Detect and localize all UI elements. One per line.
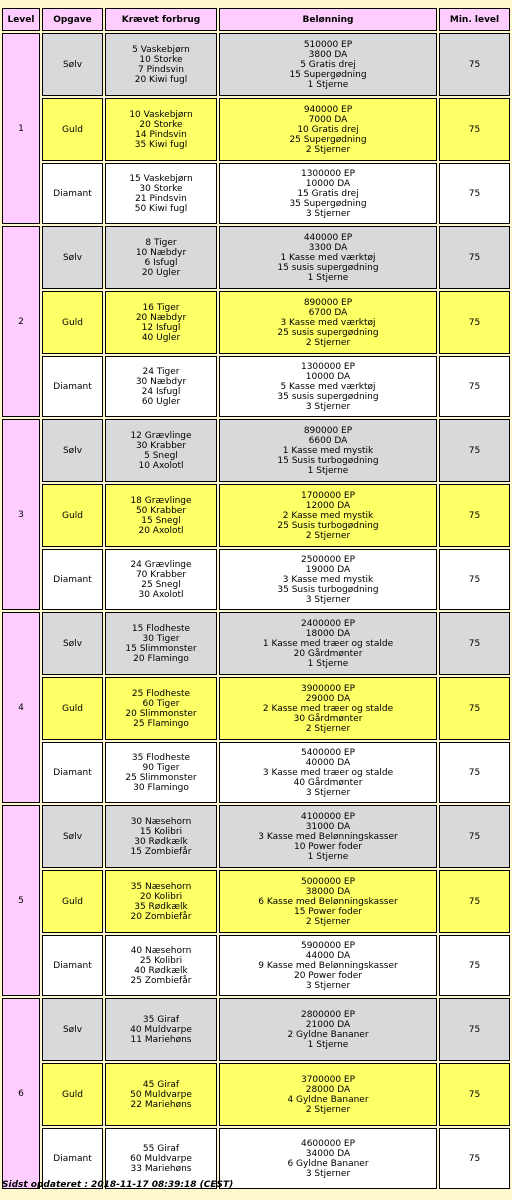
reward-cell [219,870,437,933]
table-row [2,742,510,803]
reward-cell-line: 2500000 EP [300,554,356,565]
reward-cell-line: 10 Power foder [293,841,362,852]
reward-cell-line: 20 Power foder [293,970,362,981]
reward-cell-line: 35 susis supergødning [277,391,379,402]
header-required: Krævet forbrug [105,8,217,31]
table-row [2,98,510,161]
required-cell-line: 40 Ugler [141,332,181,343]
table-row [2,612,510,675]
required-cell-line: 30 Flamingo [133,782,189,793]
required-cell-line: 24 Isfugl [141,386,181,397]
reward-cell-line: 5 Gratis drej [300,59,356,70]
task-cell: Diamant [42,163,103,224]
required-cell [105,935,217,996]
required-cell-line: 25 Snegl [141,579,181,590]
required-cell-line: 40 Muldvarpe [130,1024,192,1035]
task-cell: Diamant [42,549,103,610]
reward-cell-line: 21000 DA [305,1019,351,1030]
reward-cell-line: 30 Gårdmønter [293,713,363,724]
last-updated: Sidst opdateret : 2018-11-17 08:39:18 (CEST) [2,1180,234,1190]
required-cell-line: 16 Tiger [142,302,180,313]
required-cell-line: 21 Pindsvin [135,193,187,204]
reward-cell-line: 40 Gårdmønter [293,777,363,788]
required-cell-line: 60 Tiger [142,698,180,709]
required-cell-line: 60 Ugler [141,396,181,407]
reward-cell-line: 1 Stjerne [307,465,349,476]
reward-cell-line: 2 Kasse med træer og stalde [262,703,394,714]
reward-cell-line: 4100000 EP [300,811,356,822]
required-cell-line: 33 Mariehøns [130,1163,192,1174]
reward-cell-line: 10000 DA [305,178,351,189]
reward-cell-line: 3900000 EP [300,683,356,694]
header-reward: Belønning [219,8,437,31]
reward-cell-line: 2 Stjerner [305,337,351,348]
reward-cell-line: 25 susis supergødning [277,327,379,338]
reward-cell-line: 3800 DA [308,49,348,60]
task-cell: Diamant [42,742,103,803]
reward-cell-line: 35 Susis turbogødning [277,584,379,595]
required-cell-line: 7 Pindsvin [138,64,184,75]
reward-cell-line: 10000 DA [305,371,351,382]
required-cell-line: 45 Giraf [142,1079,180,1090]
header-min-level: Min. level [439,8,510,31]
task-cell: Guld [42,870,103,933]
required-cell-line: 12 Grævlinge [130,430,192,441]
task-cell: Diamant [42,1128,103,1189]
required-cell-line: 11 Mariehøns [130,1034,192,1045]
reward-cell [219,484,437,547]
required-cell-line: 15 Zombiefår [130,846,192,857]
required-cell-line: 6 Isfugl [144,257,178,268]
required-cell [105,612,217,675]
required-cell-line: 15 Slimmonster [125,643,197,654]
required-cell-line: 24 Grævlinge [130,559,192,570]
required-cell-line: 20 Slimmonster [125,708,197,719]
required-cell-line: 10 Storke [139,54,183,65]
reward-cell-line: 40000 DA [305,757,351,768]
required-cell-line: 22 Mariehøns [130,1099,192,1110]
task-cell: Diamant [42,935,103,996]
table-row [2,935,510,996]
reward-cell-line: 3 Kasse med værktøj [280,317,376,328]
reward-cell-line: 5900000 EP [300,940,356,951]
reward-cell-line: 44000 DA [305,950,351,961]
min-level-cell: 75 [439,484,510,547]
reward-cell-line: 6 Kasse med Belønningskasser [258,896,398,907]
reward-cell [219,612,437,675]
table-row [2,484,510,547]
reward-cell-line: 3 Stjerner [305,594,351,605]
reward-cell [219,33,437,96]
required-cell [105,805,217,868]
reward-cell [219,419,437,482]
required-cell-line: 20 Ugler [141,267,181,278]
reward-cell-line: 3700000 EP [300,1074,356,1085]
min-level-cell: 75 [439,870,510,933]
reward-cell-line: 3300 DA [308,242,348,253]
required-cell-line: 18 Grævlinge [130,495,192,506]
task-cell: Diamant [42,356,103,417]
reward-cell [219,805,437,868]
reward-cell [219,742,437,803]
required-cell-line: 35 Giraf [142,1014,180,1025]
min-level-cell: 75 [439,549,510,610]
required-cell-line: 35 Rødkælk [134,901,188,912]
task-cell: Sølv [42,419,103,482]
min-level-cell: 75 [439,291,510,354]
reward-cell [219,549,437,610]
required-cell [105,291,217,354]
reward-cell-line: 1300000 EP [300,361,356,372]
reward-cell-line: 1 Stjerne [307,851,349,862]
reward-cell [219,98,437,161]
reward-cell-line: 19000 DA [305,564,351,575]
required-cell-line: 20 Kiwi fugl [134,74,188,85]
reward-cell [219,226,437,289]
min-level-cell: 75 [439,805,510,868]
reward-cell-line: 3 Stjerner [305,787,351,798]
reward-cell-line: 510000 EP [303,39,353,50]
min-level-cell: 75 [439,98,510,161]
required-cell [105,742,217,803]
reward-cell [219,291,437,354]
reward-cell [219,356,437,417]
reward-cell-line: 4 Gyldne Bananer [287,1094,369,1105]
reward-cell-line: 1 Stjerne [307,658,349,669]
min-level-cell: 75 [439,226,510,289]
reward-cell-line: 7000 DA [308,114,348,125]
task-cell: Guld [42,291,103,354]
required-cell-line: 12 Isfugl [141,322,181,333]
reward-cell-line: 3 Stjerner [305,401,351,412]
min-level-cell: 75 [439,742,510,803]
reward-cell-line: 35 Supergødning [289,198,367,209]
table-row [2,677,510,740]
table-row [2,356,510,417]
required-cell [105,677,217,740]
reward-cell-line: 18000 DA [305,628,351,639]
required-cell-line: 30 Axolotl [138,589,184,600]
required-cell-line: 15 Vaskebjørn [129,173,193,184]
reward-cell [219,163,437,224]
required-cell [105,33,217,96]
required-cell-line: 20 Flamingo [133,653,189,664]
reward-cell-line: 10 Gratis drej [297,124,359,135]
reward-cell-line: 3 Stjerner [305,208,351,219]
task-cell: Sølv [42,805,103,868]
required-cell [105,163,217,224]
task-cell: Sølv [42,612,103,675]
reward-cell [219,998,437,1061]
required-cell-line: 30 Storke [139,183,183,194]
reward-cell-line: 1 Stjerne [307,79,349,90]
reward-cell-line: 2 Stjerner [305,916,351,927]
reward-cell-line: 31000 DA [305,821,351,832]
reward-cell-line: 28000 DA [305,1084,351,1095]
required-cell-line: 30 Rødkælk [134,836,188,847]
reward-cell-line: 15 Gratis drej [297,188,359,199]
reward-cell [219,677,437,740]
reward-cell [219,1063,437,1126]
reward-cell-line: 25 Susis turbogødning [277,520,379,531]
min-level-cell: 75 [439,612,510,675]
reward-cell-line: 3 Stjerner [305,980,351,991]
level-cell: 5 [2,805,40,996]
reward-cell-line: 1 Stjerne [307,272,349,283]
required-cell-line: 30 Næsehorn [130,816,192,827]
reward-cell-line: 15 Susis turbogødning [277,455,379,466]
table-row [2,291,510,354]
required-cell-line: 5 Snegl [144,450,178,461]
required-cell-line: 10 Vaskebjørn [129,109,193,120]
table-row [2,163,510,224]
reward-cell-line: 2 Stjerner [305,144,351,155]
reward-cell [219,1128,437,1189]
task-cell: Sølv [42,33,103,96]
task-cell: Guld [42,98,103,161]
table-row [2,226,510,289]
required-cell [105,549,217,610]
reward-cell-line: 1 Kasse med mystik [282,445,374,456]
table-row [2,1063,510,1126]
required-cell [105,1063,217,1126]
required-cell-line: 30 Tiger [142,633,180,644]
required-cell-line: 50 Kiwi fugl [134,203,188,214]
reward-cell-line: 3 Stjerner [305,1168,351,1179]
reward-cell-line: 4600000 EP [300,1138,356,1149]
required-cell-line: 25 Zombiefår [130,975,192,986]
reward-cell-line: 2 Stjerner [305,1104,351,1115]
reward-cell-line: 3 Kasse med træer og stalde [262,767,394,778]
required-cell-line: 15 Snegl [141,515,181,526]
required-cell-line: 50 Krabber [135,505,187,516]
table-row [2,998,510,1061]
required-cell-line: 24 Tiger [142,366,180,377]
task-cell: Guld [42,1063,103,1126]
required-cell-line: 25 Flamingo [133,718,189,729]
required-cell-line: 25 Slimmonster [125,772,197,783]
reward-cell-line: 25 Supergødning [289,134,367,145]
reward-cell-line: 2 Kasse med mystik [282,510,374,521]
table-row [2,549,510,610]
reward-cell-line: 1 Kasse med træer og stalde [262,638,394,649]
reward-cell-line: 890000 EP [303,425,353,436]
quest-table [0,6,512,1191]
reward-cell-line: 15 Supergødning [289,69,367,80]
required-cell-line: 40 Rødkælk [134,965,188,976]
required-cell-line: 20 Zombiefår [130,911,192,922]
reward-cell-line: 2400000 EP [300,618,356,629]
reward-cell-line: 2 Stjerner [305,723,351,734]
required-cell-line: 20 Næbdyr [135,312,187,323]
level-cell: 1 [2,33,40,224]
required-cell-line: 20 Axolotl [138,525,184,536]
reward-cell-line: 1 Stjerne [307,1039,349,1050]
reward-cell-line: 2 Stjerner [305,530,351,541]
required-cell-line: 35 Næsehorn [130,881,192,892]
table-row [2,33,510,96]
reward-cell-line: 2800000 EP [300,1009,356,1020]
level-cell: 4 [2,612,40,803]
reward-cell-line: 1300000 EP [300,168,356,179]
required-cell [105,870,217,933]
required-cell-line: 8 Tiger [145,237,177,248]
required-cell-line: 10 Axolotl [138,460,184,471]
required-cell-line: 25 Flodheste [131,688,191,699]
header-level: Level [2,8,40,31]
required-cell [105,998,217,1061]
min-level-cell: 75 [439,1128,510,1189]
reward-cell-line: 5000000 EP [300,876,356,887]
required-cell-line: 15 Kolibri [139,826,183,837]
reward-cell-line: 890000 EP [303,297,353,308]
required-cell-line: 60 Muldvarpe [130,1153,192,1164]
level-cell: 2 [2,226,40,417]
reward-cell-line: 3 Kasse med Belønningskasser [258,831,398,842]
required-cell-line: 70 Krabber [135,569,187,580]
required-cell-line: 20 Storke [139,119,183,130]
reward-cell-line: 6600 DA [308,435,348,446]
reward-cell-line: 20 Gårdmønter [293,648,363,659]
reward-cell-line: 5 Kasse med værktøj [280,381,376,392]
required-cell-line: 30 Næbdyr [135,376,187,387]
required-cell [105,226,217,289]
required-cell [105,356,217,417]
required-cell-line: 15 Flodheste [131,623,191,634]
min-level-cell: 75 [439,163,510,224]
min-level-cell: 75 [439,356,510,417]
reward-cell-line: 1 Kasse med værktøj [280,252,376,263]
reward-cell-line: 940000 EP [303,104,353,115]
reward-cell-line: 6700 DA [308,307,348,318]
min-level-cell: 75 [439,33,510,96]
reward-cell-line: 15 susis supergødning [277,262,379,273]
reward-cell [219,935,437,996]
table-row [2,419,510,482]
required-cell-line: 10 Næbdyr [135,247,187,258]
min-level-cell: 75 [439,419,510,482]
required-cell-line: 25 Kolibri [139,955,183,966]
required-cell-line: 5 Vaskebjørn [132,44,190,55]
task-cell: Guld [42,677,103,740]
required-cell-line: 30 Krabber [135,440,187,451]
required-cell-line: 90 Tiger [142,762,180,773]
level-cell: 3 [2,419,40,610]
task-cell: Guld [42,484,103,547]
reward-cell-line: 9 Kasse med Belønningskasser [258,960,398,971]
task-cell: Sølv [42,998,103,1061]
reward-cell-line: 38000 DA [305,886,351,897]
table-row [2,870,510,933]
required-cell-line: 35 Flodheste [131,752,191,763]
required-cell-line: 55 Giraf [142,1143,180,1154]
reward-cell-line: 6 Gyldne Bananer [287,1158,369,1169]
required-cell [105,419,217,482]
min-level-cell: 75 [439,1063,510,1126]
required-cell [105,484,217,547]
reward-cell-line: 3 Kasse med mystik [282,574,374,585]
reward-cell-line: 15 Power foder [293,906,362,917]
reward-cell-line: 12000 DA [305,500,351,511]
min-level-cell: 75 [439,935,510,996]
required-cell [105,98,217,161]
task-cell: Sølv [42,226,103,289]
reward-cell-line: 5400000 EP [300,747,356,758]
required-cell-line: 20 Kolibri [139,891,183,902]
header-row [2,8,510,31]
required-cell-line: 35 Kiwi fugl [134,139,188,150]
min-level-cell: 75 [439,677,510,740]
required-cell-line: 14 Pindsvin [135,129,187,140]
min-level-cell: 75 [439,998,510,1061]
level-cell: 6 [2,998,40,1189]
reward-cell-line: 440000 EP [303,232,353,243]
reward-cell-line: 2 Gyldne Bananer [287,1029,369,1040]
header-task: Opgave [42,8,103,31]
required-cell-line: 40 Næsehorn [130,945,192,956]
reward-cell-line: 1700000 EP [300,490,356,501]
reward-cell-line: 29000 DA [305,693,351,704]
table-row [2,805,510,868]
required-cell-line: 50 Muldvarpe [130,1089,192,1100]
reward-cell-line: 34000 DA [305,1148,351,1159]
